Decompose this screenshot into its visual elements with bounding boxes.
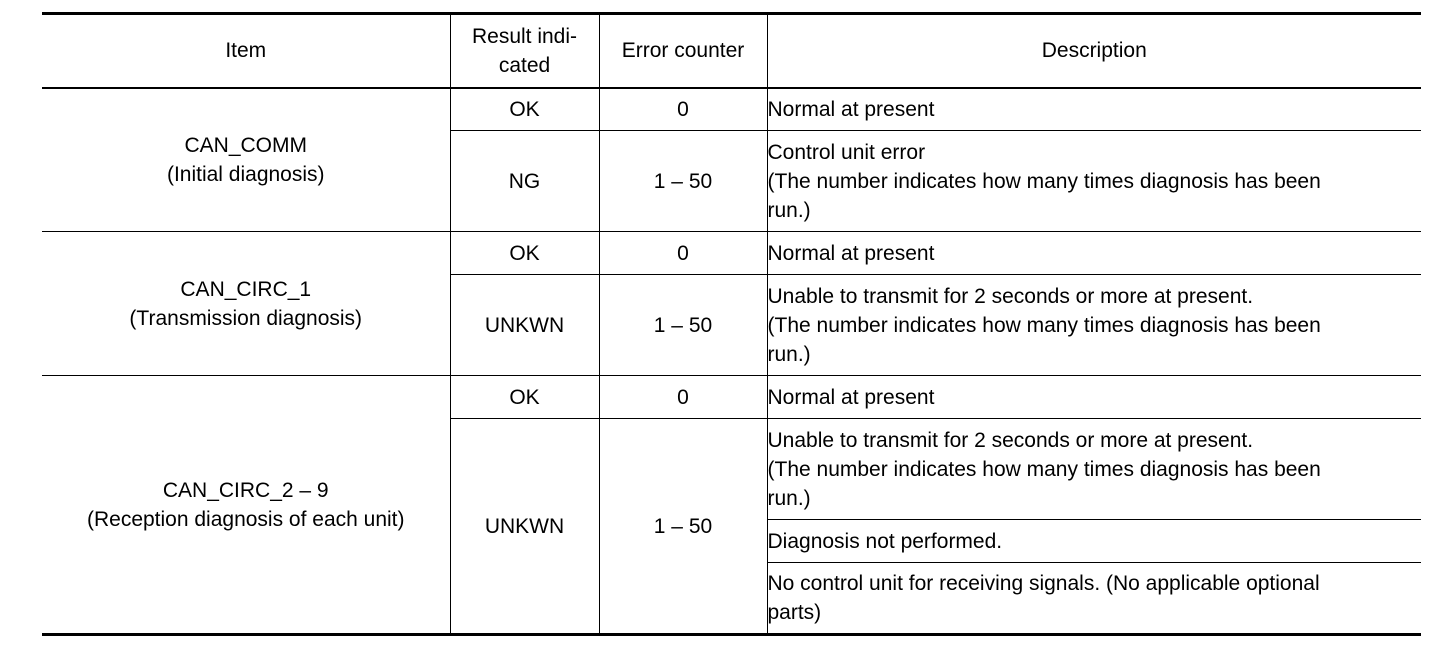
description-cell [767, 131, 1421, 232]
item-subtitle: (Reception diagnosis of each unit) [86, 507, 405, 531]
item-cell [42, 376, 450, 635]
description-line: Unable to transmit for 2 seconds or more at present. [767, 428, 1254, 452]
can-diagnosis-table [42, 12, 1421, 636]
description-line: Normal at present [767, 241, 935, 265]
header-error-counter: Error counter [599, 14, 767, 88]
header-description: Description [767, 14, 1421, 88]
counter-cell: 0 [599, 88, 767, 131]
table-row [42, 88, 1421, 131]
result-cell: UNKWN [450, 419, 599, 635]
description-cell [767, 232, 1421, 275]
description-cell [767, 376, 1421, 419]
description-line: Diagnosis not performed. [767, 529, 1003, 553]
header-item: Item [42, 14, 450, 88]
result-cell: OK [450, 376, 599, 419]
header-row [42, 14, 1421, 88]
table-row [42, 376, 1421, 419]
description-line: (The number indicates how many times diagnosis has been [767, 169, 1321, 193]
description-cell [767, 88, 1421, 131]
result-cell: OK [450, 88, 599, 131]
header-result-line: Result indi- [471, 24, 578, 48]
header-result-line: cated [498, 53, 551, 77]
description-line: Control unit error [767, 140, 926, 164]
description-cell [767, 419, 1421, 520]
counter-cell: 1 – 50 [599, 275, 767, 376]
description-cell [767, 520, 1421, 563]
item-cell [42, 88, 450, 232]
description-line: run.) [767, 342, 811, 366]
description-line: parts) [767, 601, 822, 624]
counter-cell: 1 – 50 [599, 419, 767, 635]
description-line: Unable to transmit for 2 seconds or more at present. [767, 284, 1254, 308]
counter-cell: 1 – 50 [599, 131, 767, 232]
item-subtitle: (Initial diagnosis) [166, 162, 325, 186]
description-cell [767, 275, 1421, 376]
counter-cell: 0 [599, 232, 767, 275]
header-result-indicated [450, 14, 599, 88]
item-cell [42, 232, 450, 376]
item-name: CAN_CIRC_1 [180, 277, 312, 301]
description-line: Normal at present [767, 385, 935, 409]
description-line: run.) [767, 486, 811, 510]
description-line: run.) [767, 198, 811, 222]
description-line: No control unit for receiving signals. (No applicable optional [767, 572, 1320, 595]
description-line: (The number indicates how many times diagnosis has been [767, 313, 1321, 337]
description-line: Normal at present [767, 97, 935, 121]
result-cell: UNKWN [450, 275, 599, 376]
description-cell [767, 563, 1421, 635]
result-cell: NG [450, 131, 599, 232]
table-row [42, 232, 1421, 275]
description-line: (The number indicates how many times diagnosis has been [767, 457, 1321, 481]
item-subtitle: (Transmission diagnosis) [129, 306, 363, 330]
item-name: CAN_COMM [184, 133, 307, 157]
counter-cell: 0 [599, 376, 767, 419]
result-cell: OK [450, 232, 599, 275]
item-name: CAN_CIRC_2 – 9 [162, 478, 329, 502]
